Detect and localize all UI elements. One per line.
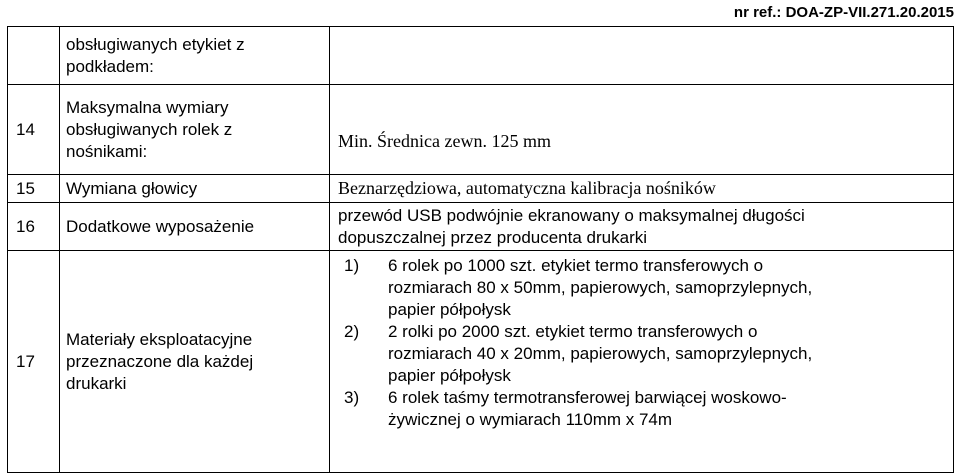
row-name-line: Materiały eksploatacyjne (66, 329, 253, 349)
row-name (60, 27, 330, 85)
table-row (8, 175, 954, 203)
list-item-line: papier półpołysk (388, 366, 511, 385)
row-number: 16 (8, 203, 60, 251)
row-name: Wymiana głowicy (60, 175, 330, 203)
list-marker: 3) (344, 388, 360, 407)
row-number: 15 (8, 175, 60, 203)
row-number (8, 27, 60, 85)
table-row (8, 27, 954, 85)
row-name-line: obsługiwanych etykiet z (66, 34, 245, 54)
row-name-line: przeznaczone dla każdej (66, 351, 254, 371)
row-name-line: drukarki (66, 373, 127, 393)
list-item-line: żywicznej o wymiarach 110mm x 74m (388, 410, 673, 429)
row-name (60, 251, 330, 473)
table-row (8, 85, 954, 175)
row-value: Min. Średnica zewn. 125 mm (330, 85, 954, 175)
row-value (330, 27, 954, 85)
table-row (8, 251, 954, 473)
row-name-line: nośnikami: (66, 141, 148, 161)
row-number: 14 (8, 85, 60, 175)
list-item-line: 2 rolki po 2000 szt. etykiet termo transferowych o (388, 322, 758, 341)
list-marker: 1) (344, 256, 360, 275)
supplies-list (338, 255, 953, 431)
row-name-line: Maksymalna wymiary (66, 97, 229, 117)
row-value-line: dopuszczalnej przez producenta drukarki (338, 227, 648, 247)
row-name-line: podkładem: (66, 56, 154, 76)
list-item-line: papier półpołysk (388, 300, 511, 319)
specification-table (7, 26, 954, 473)
table-row (8, 203, 954, 251)
list-item (338, 321, 953, 387)
row-name (60, 85, 330, 175)
row-value-line: przewód USB podwójnie ekranowany o maksymalnej długości (338, 205, 805, 225)
row-value (330, 203, 954, 251)
list-marker: 2) (344, 322, 360, 341)
list-item (338, 387, 953, 431)
list-item-line: rozmiarach 80 x 50mm, papierowych, samoprzylepnych, (388, 278, 813, 297)
list-item-line: rozmiarach 40 x 20mm, papierowych, samoprzylepnych, (388, 344, 813, 363)
row-number: 17 (8, 251, 60, 473)
row-value: Beznarzędziowa, automatyczna kalibracja nośników (330, 175, 954, 203)
list-item-line: 6 rolek taśmy termotransferowej barwiącej woskowo- (388, 388, 787, 407)
list-item (338, 255, 953, 321)
row-name-line: obsługiwanych rolek z (66, 119, 233, 139)
row-value (330, 251, 954, 473)
reference-number: nr ref.: DOA-ZP-VII.271.20.2015 (733, 4, 954, 21)
row-name: Dodatkowe wyposażenie (60, 203, 330, 251)
list-item-line: 6 rolek po 1000 szt. etykiet termo transferowych o (388, 256, 764, 275)
